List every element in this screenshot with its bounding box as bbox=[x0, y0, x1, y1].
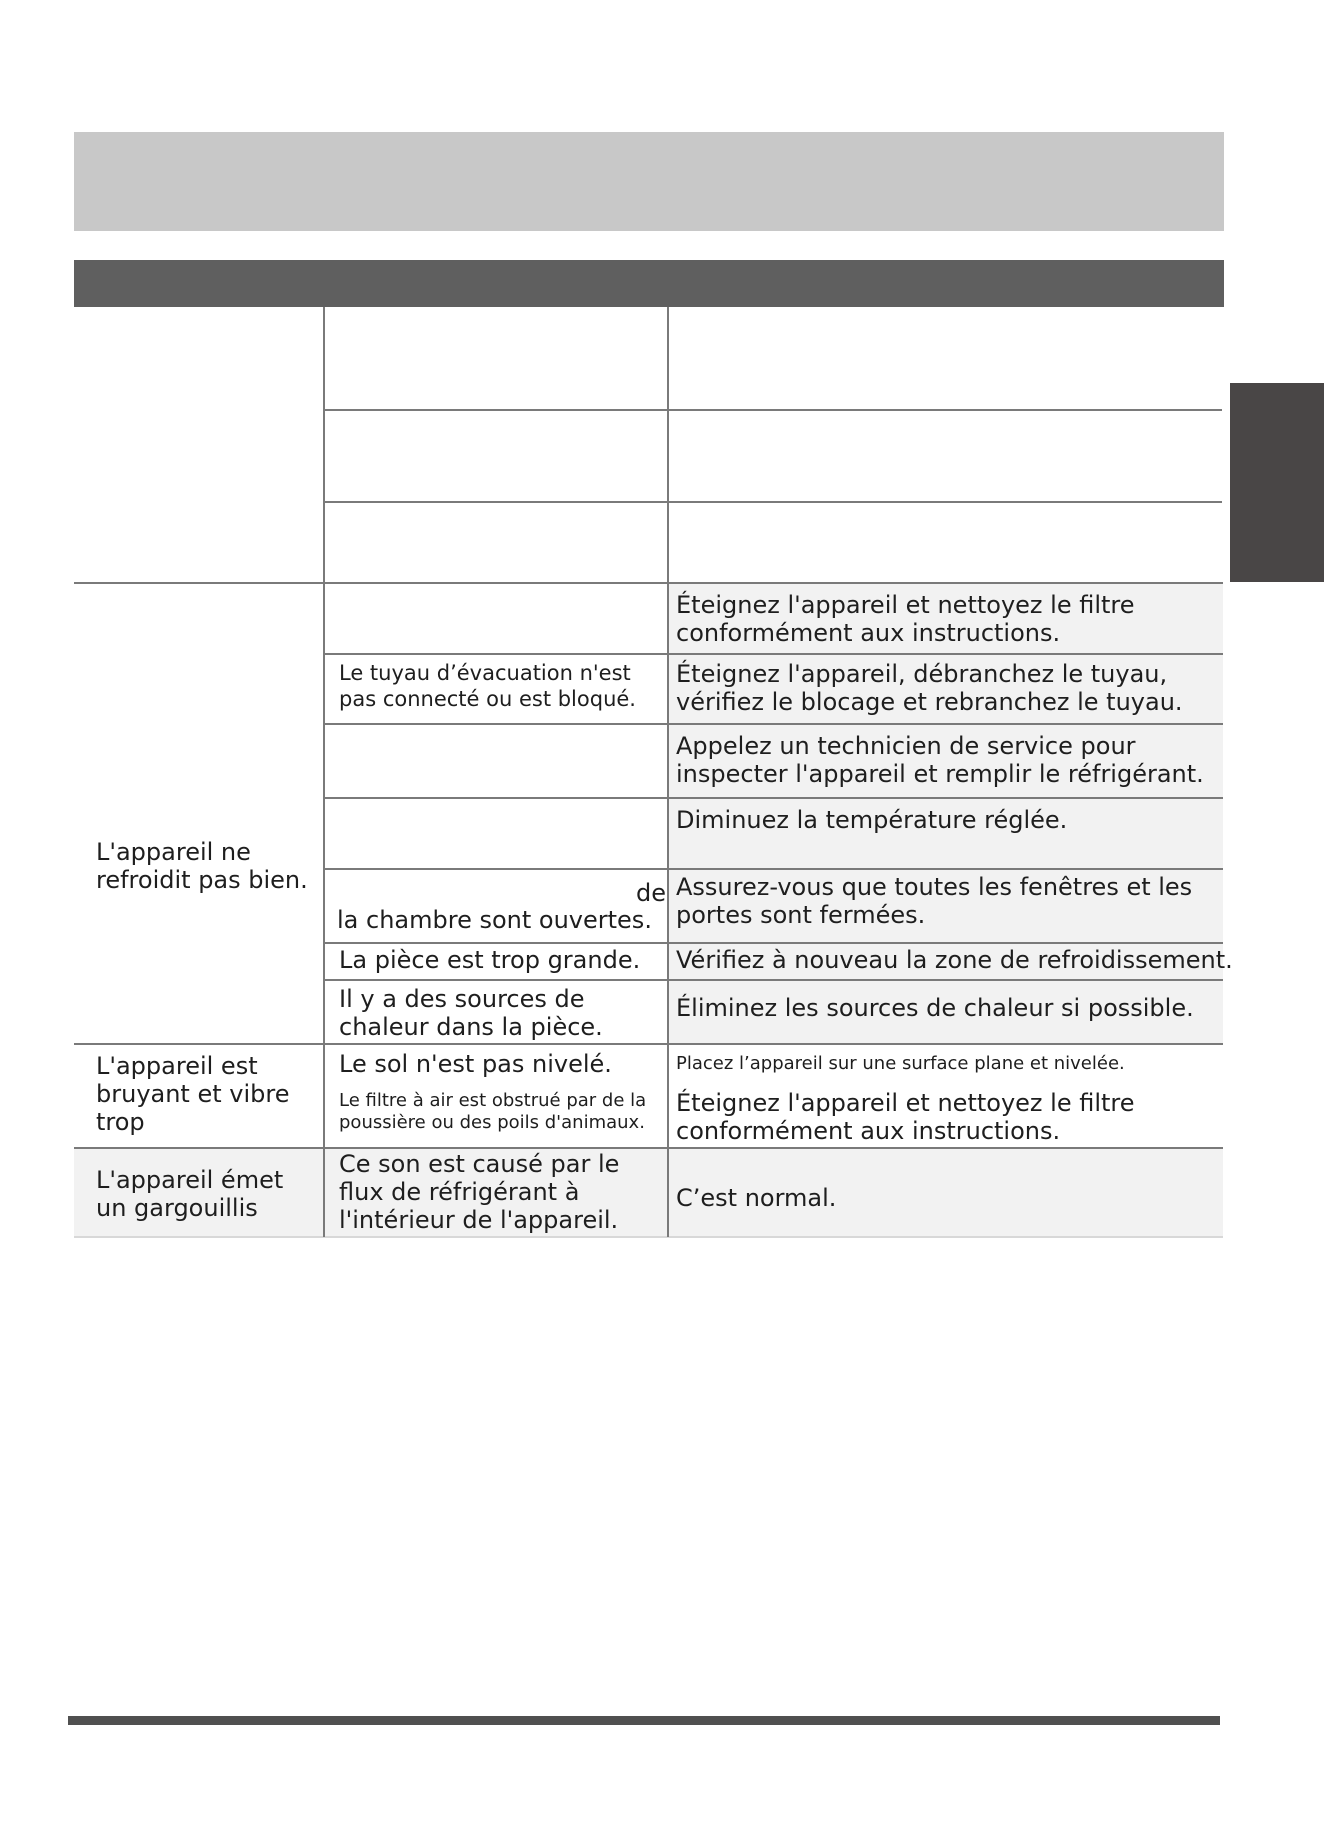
cause-text: Le sol n'est pas nivelé. bbox=[339, 1050, 612, 1078]
solution-text: Diminuez la température réglée. bbox=[676, 806, 1068, 834]
solution-text: C’est normal. bbox=[676, 1184, 837, 1212]
column-divider bbox=[323, 307, 325, 1237]
section-header-band bbox=[74, 132, 1224, 231]
cause-fragment: de bbox=[636, 879, 666, 907]
cause-text: Il y a des sources de chaleur dans la pièce. bbox=[339, 985, 603, 1041]
divider bbox=[74, 1236, 1223, 1238]
divider bbox=[324, 653, 1223, 655]
cause-text: Ce son est causé par le flux de réfrigérant à l'intérieur de l'appareil. bbox=[339, 1150, 620, 1234]
divider bbox=[74, 1147, 1223, 1149]
cause-text: La pièce est trop grande. bbox=[339, 946, 641, 974]
side-tab-marker bbox=[1230, 383, 1324, 582]
footer-rule bbox=[68, 1716, 1220, 1725]
divider bbox=[324, 409, 1222, 411]
solution-text: Éteignez l'appareil et nettoyez le filtre conformément aux instructions. bbox=[676, 1089, 1135, 1145]
solution-text: Vérifiez à nouveau la zone de refroidissement. bbox=[676, 946, 1233, 974]
solution-text: Éteignez l'appareil, débranchez le tuyau, vérifiez le blocage et rebranchez le tuyau. bbox=[676, 660, 1183, 716]
divider bbox=[324, 979, 1223, 981]
divider bbox=[324, 797, 1223, 799]
divider bbox=[324, 723, 1223, 725]
problem-cooling: L'appareil ne refroidit pas bien. bbox=[96, 838, 308, 894]
divider bbox=[324, 868, 1223, 870]
solution-text: Éteignez l'appareil et nettoyez le filtre conformément aux instructions. bbox=[676, 591, 1135, 647]
table-header-bar bbox=[74, 260, 1224, 307]
problem-noise: L'appareil est bruyant et vibre trop bbox=[96, 1052, 290, 1136]
cause-text: la chambre sont ouvertes. bbox=[337, 906, 652, 934]
problem-gurgle: L'appareil émet un gargouillis bbox=[96, 1166, 284, 1222]
divider bbox=[74, 582, 1223, 584]
divider bbox=[74, 1043, 1223, 1045]
solution-text: Appelez un technicien de service pour inspecter l'appareil et remplir le réfrigérant. bbox=[676, 732, 1204, 788]
solution-text: Éliminez les sources de chaleur si possible. bbox=[676, 994, 1194, 1022]
cause-text: Le filtre à air est obstrué par de la poussière ou des poils d'animaux. bbox=[339, 1090, 647, 1133]
cause-text: Le tuyau d’évacuation n'est pas connecté ou est bloqué. bbox=[339, 661, 636, 711]
solution-text: Placez l’appareil sur une surface plane et nivelée. bbox=[676, 1053, 1125, 1074]
solution-text: Assurez-vous que toutes les fenêtres et les portes sont fermées. bbox=[676, 873, 1193, 929]
divider bbox=[324, 501, 1222, 503]
column-divider bbox=[667, 307, 669, 1237]
divider bbox=[324, 942, 1223, 944]
